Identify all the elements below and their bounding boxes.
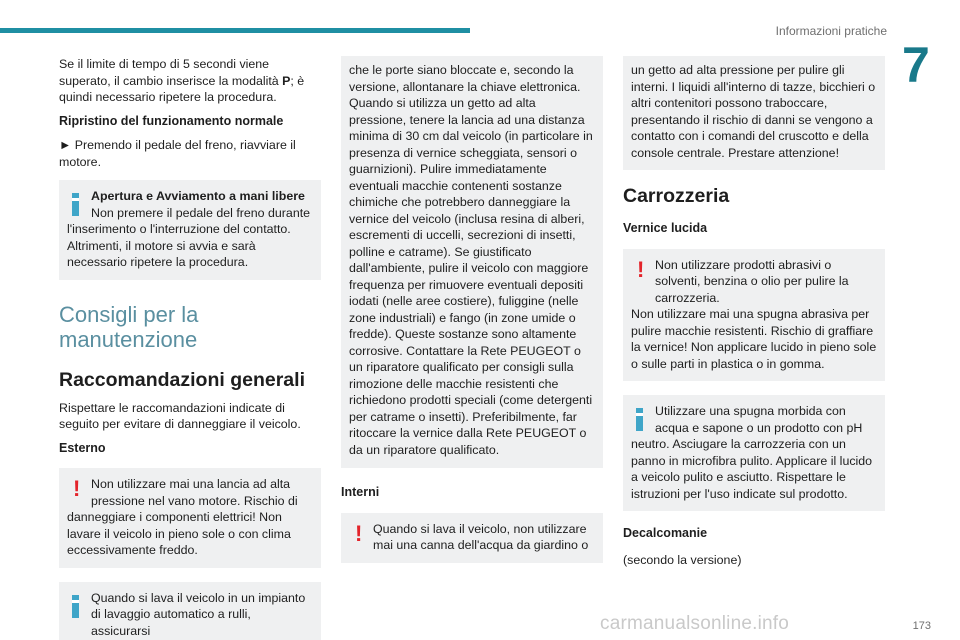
subheading: Esterno xyxy=(59,440,106,455)
paragraph: Se il limite di tempo di 5 secondi viene superato, il cambio inserisce la modalità P; è quindi necessario ripetere la procedura. xyxy=(59,57,305,104)
warning-box: ! Non utilizzare mai una lancia ad alta pressione nel vano motore. Rischio di danneggiare i componenti elettrici! Non lavare il veicolo in pieno sole o con clima eccessivamente freddo. xyxy=(59,468,321,568)
info-box-title: Apertura e Avviamento a mani libere xyxy=(91,189,305,203)
header-accent-bar xyxy=(0,28,470,33)
chapter-number: 7 xyxy=(902,37,930,93)
warning-icon: ! xyxy=(637,256,645,282)
subheading: Ripristino del funzionamento normale xyxy=(59,113,284,128)
column-2 xyxy=(341,56,603,577)
header-title: Informazioni pratiche xyxy=(775,24,887,38)
info-box: Utilizzare una spugna morbida con acqua e sapone o un prodotto con pH neutro. Asciugare la carrozzeria con un panno in microfibra pulito. Applicare il lucido a veicolo pulito e asciutto. Rispettare le istruzioni per l'uso indicate sul prodotto. xyxy=(623,395,885,511)
paragraph: (secondo la versione) xyxy=(623,552,742,567)
column-3 xyxy=(623,56,885,575)
paragraph: ► Premendo il pedale del freno, riavviare il motore. xyxy=(59,138,296,169)
page-number: 173 xyxy=(912,620,931,632)
info-box-continued: che le porte siano bloccate e, secondo la versione, allontanare la chiave elettronica. Quando si utilizza un getto ad alta pressione, tenere la lancia ad una distanza minima di 30 cm dal veicolo (in particolare in presenza di vernice scheggiata, sensori o guarnizioni). Pulire immediatamente eventuali macchie contenenti sostanze chimiche che potrebbero danneggiare la vernice del veicolo (inclusa resina di alberi, escrementi di uccelli, secrezioni di insetti, polline e catrame). Se giustificato dall'ambiente, pulire il veicolo con maggiore frequenza per rimuovere eventuali depositi iodati (nelle aree costiere), fuliggine (nelle zone industriali) e fango (in zone umide o fredde). Queste sostanze sono altamente corrosive. Contattare la Rete PEUGEOT o un riparatore qualificato per consigli sulla rimozione delle macchie resistenti che richiedono prodotti speciali (come detergenti per catrame o insetti). Preferibilmente, far ritoccare la vernice dalla Rete PEUGEOT o da un riparatore qualificato. xyxy=(341,56,603,468)
subheading: Decalcomanie xyxy=(623,526,708,540)
info-box: Apertura e Avviamento a mani libere Non premere il pedale del freno durante l'inserimento o l'interruzione del contatto. Altrimenti, il motore si avvia e sarà necessario ripetere la procedura. xyxy=(59,180,321,280)
section-heading: Raccomandazioni generali xyxy=(59,368,305,391)
info-icon xyxy=(636,408,643,431)
watermark: carmanualsonline.info xyxy=(600,613,790,634)
warning-icon: ! xyxy=(73,476,81,501)
section-heading: Carrozzeria xyxy=(623,185,730,207)
warning-box: ! Non utilizzare prodotti abrasivi o solventi, benzina o olio per pulire la carrozzeria. Non utilizzare mai una spugna abrasiva per pulire macchie resistenti. Rischio di graffiare la vernice! Non applicare lucido in pieno sole o sulle parti in plastica o in gomma. xyxy=(623,249,885,382)
warning-box-continued: un getto ad alta pressione per pulire gli interni. I liquidi all'interno di tazze, bicchieri o altri contenitori possono traboccare, presentando il rischio di danni se vengono a contatto con i comandi del cruscotto e della console centrale. Prestare attenzione! xyxy=(623,56,885,170)
info-icon xyxy=(72,193,79,216)
warning-icon: ! xyxy=(355,520,363,546)
info-icon xyxy=(72,595,79,618)
paragraph: Rispettare le raccomandazioni indicate di seguito per evitare di danneggiare il veicolo. xyxy=(59,400,301,431)
subheading: Interni xyxy=(341,485,380,499)
subheading: Vernice lucida xyxy=(623,221,708,235)
warning-box: ! Quando si lava il veicolo, non utilizzare mai una canna dell'acqua da giardino o xyxy=(341,513,603,563)
column-1 xyxy=(59,56,321,640)
info-box: Quando si lava il veicolo in un impianto di lavaggio automatico a rulli, assicurarsi xyxy=(59,582,321,640)
section-title: Consigli per la manutenzione xyxy=(59,301,199,352)
